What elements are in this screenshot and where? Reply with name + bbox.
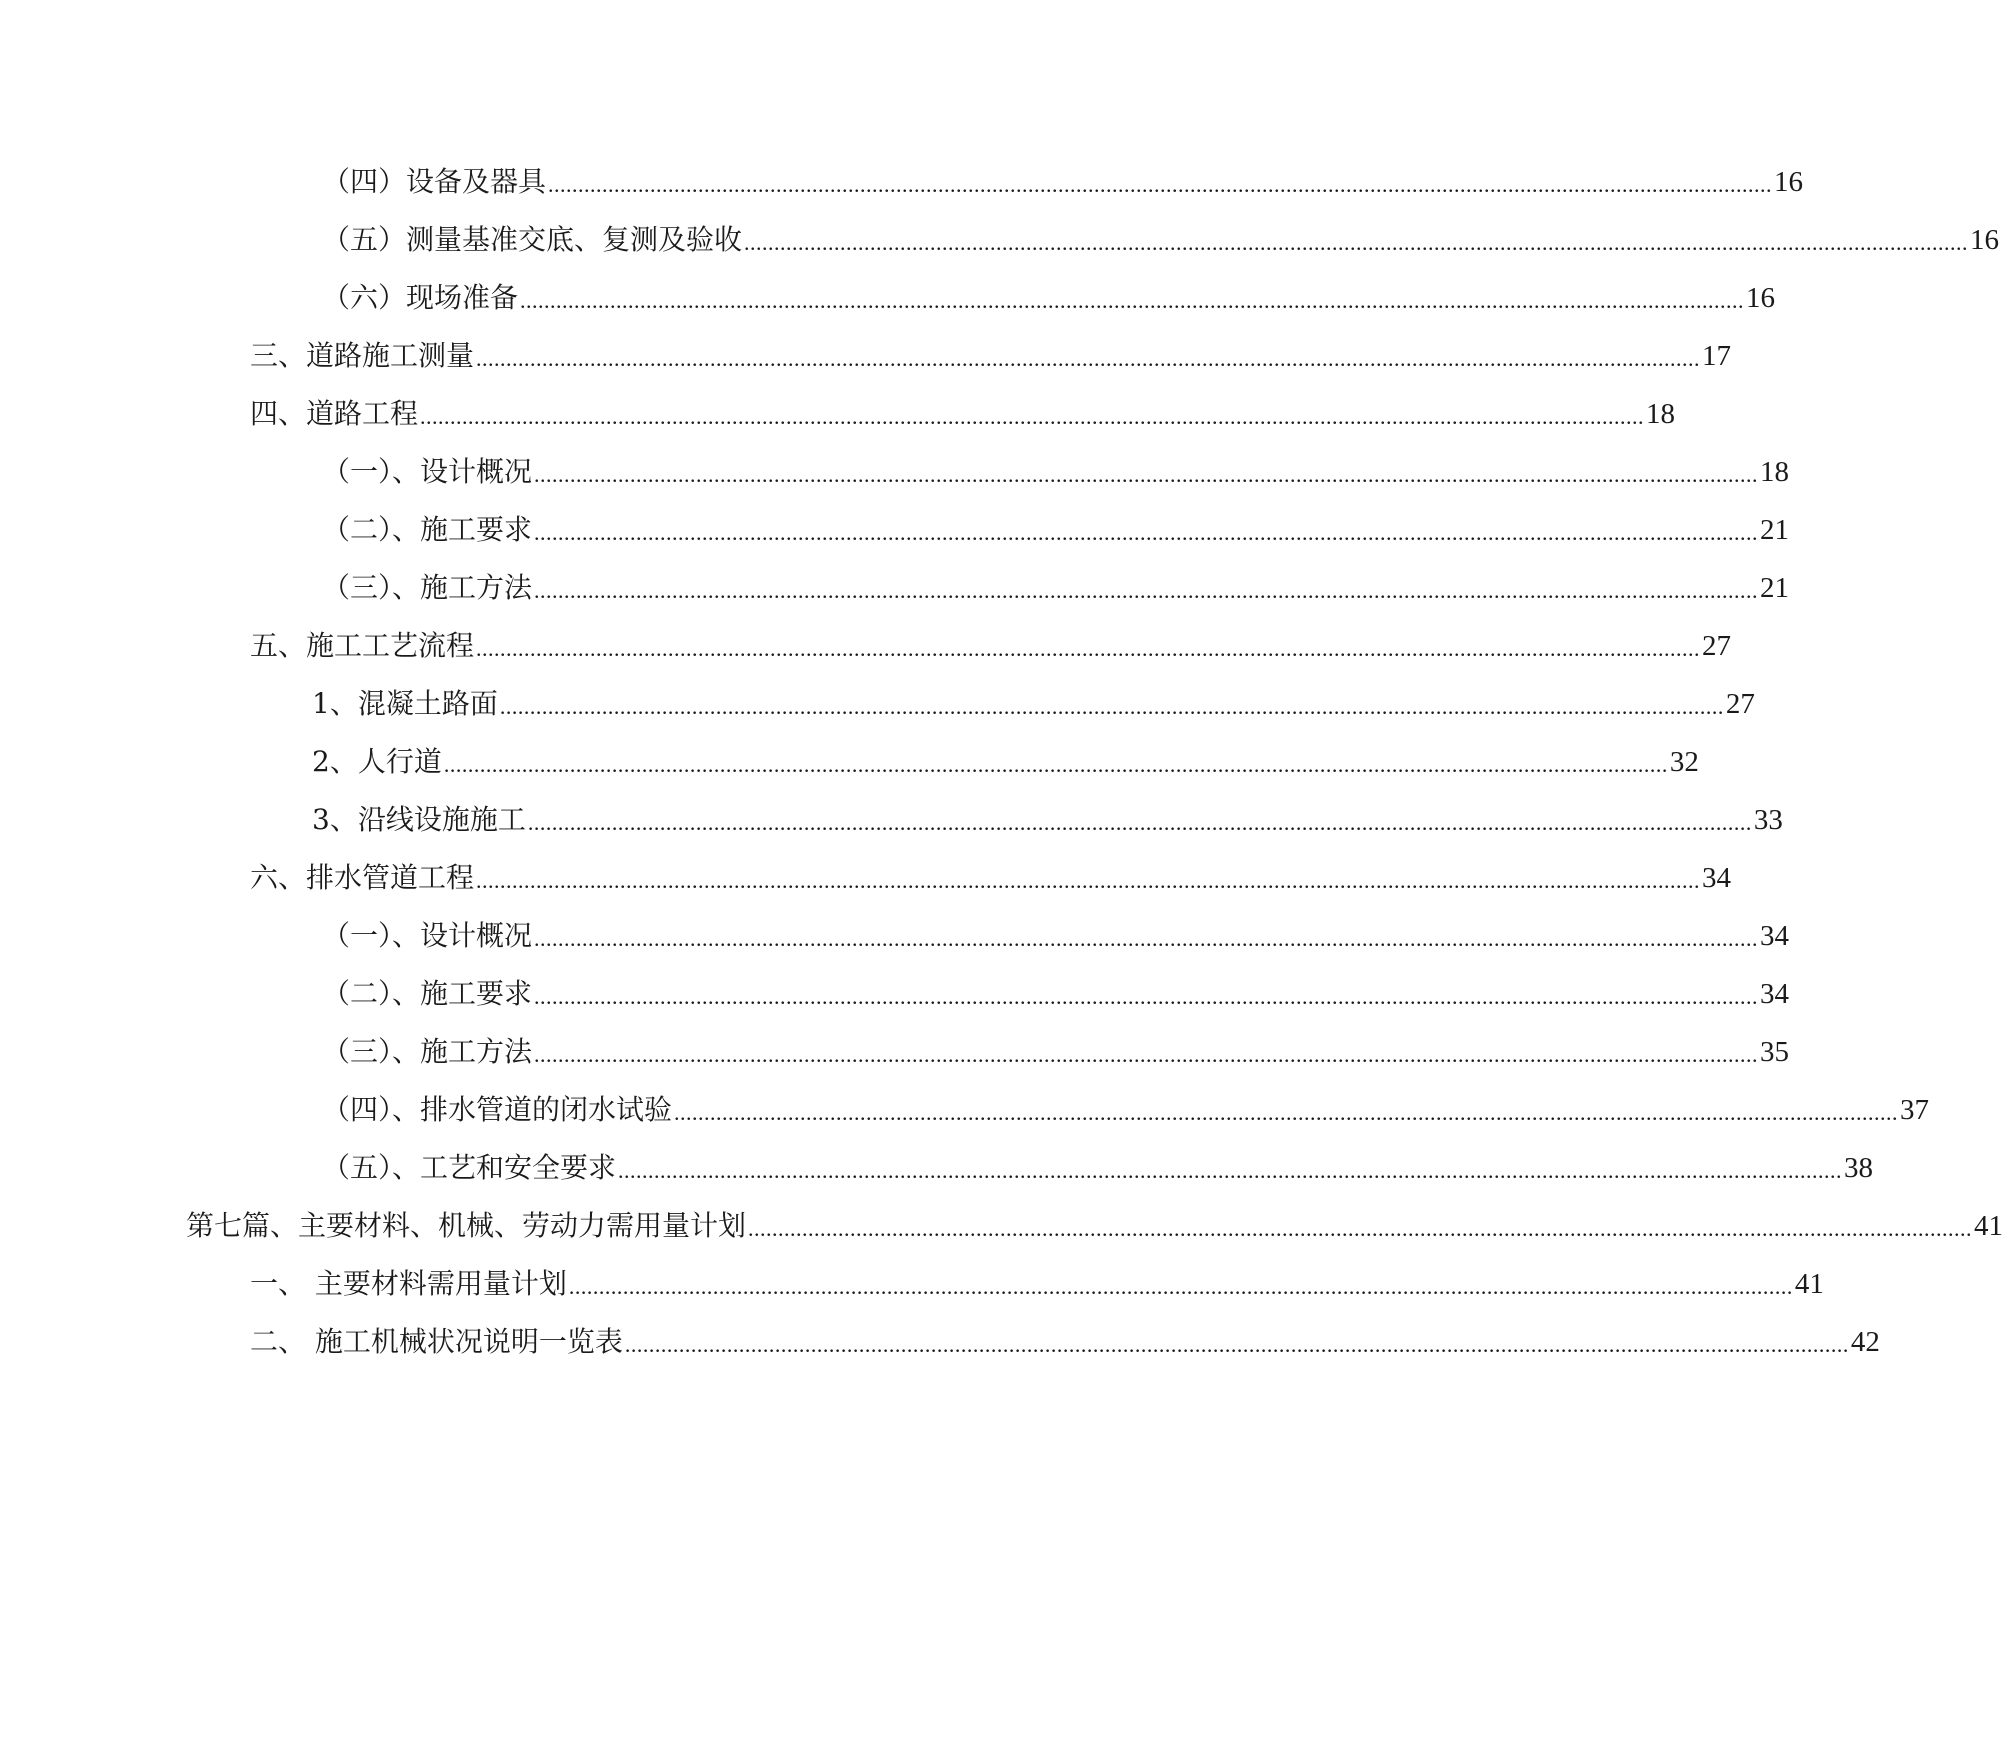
toc-dot-leader: ............................................................................................................................................................................................................ xyxy=(534,926,1759,951)
toc-entry-page: 42 xyxy=(1850,1326,1880,1358)
toc-entry-title: 六、排水管道工程 xyxy=(250,861,475,894)
toc-dot-leader: ............................................................................................................................................................................................................ xyxy=(534,578,1759,603)
toc-entry-title: （二）、施工要求 xyxy=(322,513,533,546)
toc-entry-page: 32 xyxy=(1669,746,1699,778)
toc-entry-page: 41 xyxy=(1794,1268,1824,1300)
toc-dot-leader: ............................................................................................................................................................................................................ xyxy=(527,810,1752,835)
toc-dot-leader: ............................................................................................................................................................................................................ xyxy=(744,230,1969,255)
toc-entry[interactable] xyxy=(322,568,1790,608)
toc-entry-page: 27 xyxy=(1702,630,1732,662)
toc-entry-title: 2、人行道 xyxy=(312,745,442,778)
toc-entry-title: （一）、设计概况 xyxy=(322,919,533,952)
toc-entry-page: 34 xyxy=(1760,978,1790,1010)
toc-entry-title: （三）、施工方法 xyxy=(322,571,533,604)
toc-entry[interactable] xyxy=(322,510,1790,550)
toc-entry-page: 34 xyxy=(1760,920,1790,952)
toc-entry[interactable] xyxy=(322,162,1804,202)
toc-entry[interactable] xyxy=(250,1264,1824,1304)
toc-dot-leader: ............................................................................................................................................................................................................ xyxy=(520,288,1745,313)
toc-entry[interactable] xyxy=(322,1090,1930,1130)
toc-entry-title: 一、 主要材料需用量计划 xyxy=(250,1267,567,1300)
toc-entry[interactable] xyxy=(322,278,1776,318)
toc-entry-page: 17 xyxy=(1702,340,1732,372)
toc-entry-page: 34 xyxy=(1702,862,1732,894)
toc-dot-leader: ............................................................................................................................................................................................................ xyxy=(568,1274,1793,1299)
toc-entry-title: 第七篇、主要材料、机械、劳动力需用量计划 xyxy=(186,1209,747,1242)
toc-entry-page: 37 xyxy=(1900,1094,1930,1126)
toc-dot-leader: ............................................................................................................................................................................................................ xyxy=(534,462,1759,487)
toc-dot-leader: ............................................................................................................................................................................................................ xyxy=(534,520,1759,545)
toc-entry-title: （二）、施工要求 xyxy=(322,977,533,1010)
toc-entry[interactable] xyxy=(322,220,2000,260)
toc-dot-leader: ............................................................................................................................................................................................................ xyxy=(748,1216,1973,1241)
toc-entry[interactable] xyxy=(312,800,1783,840)
toc-entry-title: 1、混凝土路面 xyxy=(312,687,498,720)
toc-dot-leader: ............................................................................................................................................................................................................ xyxy=(618,1158,1843,1183)
toc-entry-page: 33 xyxy=(1753,804,1783,836)
toc-entry[interactable] xyxy=(312,742,1699,782)
toc-entry-page: 38 xyxy=(1844,1152,1874,1184)
toc-entry-title: （一）、设计概况 xyxy=(322,455,533,488)
toc-entry-title: 三、道路施工测量 xyxy=(250,339,475,372)
toc-dot-leader: ............................................................................................................................................................................................................ xyxy=(534,1042,1759,1067)
toc-entry[interactable] xyxy=(322,1032,1790,1072)
toc-entry[interactable] xyxy=(250,336,1732,376)
toc-entry-page: 18 xyxy=(1646,398,1676,430)
toc-entry[interactable] xyxy=(322,452,1790,492)
toc-entry[interactable] xyxy=(322,974,1790,1014)
toc-entry[interactable] xyxy=(250,858,1732,898)
toc-dot-leader: ............................................................................................................................................................................................................ xyxy=(476,346,1701,371)
toc-entry[interactable] xyxy=(250,394,1676,434)
toc-entry[interactable] xyxy=(250,1322,1880,1362)
toc-dot-leader: ............................................................................................................................................................................................................ xyxy=(476,636,1701,661)
toc-dot-leader: ............................................................................................................................................................................................................ xyxy=(420,404,1645,429)
toc-entry-page: 21 xyxy=(1760,572,1790,604)
toc-entry-title: 五、施工工艺流程 xyxy=(250,629,475,662)
toc-dot-leader: ............................................................................................................................................................................................................ xyxy=(624,1332,1849,1357)
toc-dot-leader: ............................................................................................................................................................................................................ xyxy=(548,172,1773,197)
toc-entry-title: （五）测量基准交底、复测及验收 xyxy=(322,223,743,256)
toc-entry[interactable] xyxy=(322,916,1790,956)
toc-entry-title: （三）、施工方法 xyxy=(322,1035,533,1068)
toc-entry-page: 16 xyxy=(1774,166,1804,198)
toc-entry-title: （五）、工艺和安全要求 xyxy=(322,1151,617,1184)
toc-entry-page: 16 xyxy=(1970,224,2000,256)
toc-entry-title: 3、沿线设施施工 xyxy=(312,803,526,836)
toc-entry-page: 18 xyxy=(1760,456,1790,488)
toc-entry-page: 35 xyxy=(1760,1036,1790,1068)
toc-dot-leader: ............................................................................................................................................................................................................ xyxy=(443,752,1668,777)
toc-entry[interactable] xyxy=(186,1206,2003,1246)
toc-entry-page: 16 xyxy=(1746,282,1776,314)
toc-entry-title: （四）设备及器具 xyxy=(322,165,547,198)
toc-dot-leader: ............................................................................................................................................................................................................ xyxy=(499,694,1724,719)
toc-entry-page: 27 xyxy=(1725,688,1755,720)
toc-dot-leader: ............................................................................................................................................................................................................ xyxy=(476,868,1701,893)
toc-entry[interactable] xyxy=(250,626,1732,666)
toc-entry-title: （六）现场准备 xyxy=(322,281,519,314)
toc-entry-page: 41 xyxy=(1974,1210,2003,1242)
toc-dot-leader: ............................................................................................................................................................................................................ xyxy=(534,984,1759,1009)
toc-entry-title: （四）、排水管道的闭水试验 xyxy=(322,1093,673,1126)
toc-entry[interactable] xyxy=(322,1148,1874,1188)
toc-entry-page: 21 xyxy=(1760,514,1790,546)
toc-entry-title: 二、 施工机械状况说明一览表 xyxy=(250,1325,623,1358)
toc-entry-title: 四、道路工程 xyxy=(250,397,419,430)
toc-dot-leader: ............................................................................................................................................................................................................ xyxy=(674,1100,1899,1125)
toc-entry[interactable] xyxy=(312,684,1755,724)
